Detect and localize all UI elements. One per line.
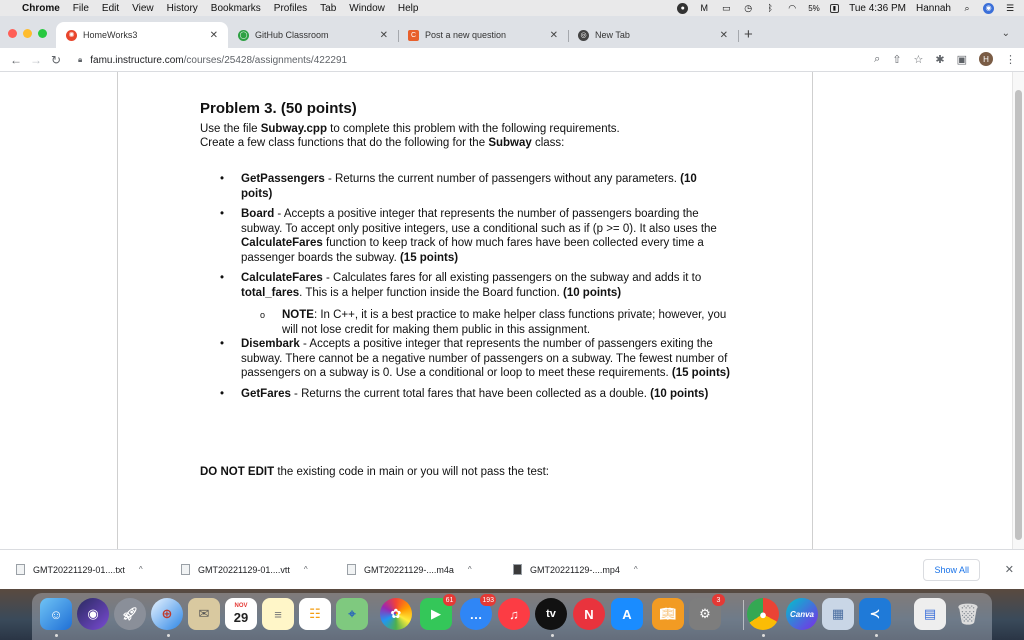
do-not-edit-notice: DO NOT EDIT the existing code in main or you will not pass the test: xyxy=(200,466,549,478)
browser-toolbar xyxy=(0,48,1024,72)
running-indicator xyxy=(762,634,765,637)
address-bar[interactable] xyxy=(78,50,988,70)
audio-file-icon xyxy=(347,564,356,575)
github-favicon-icon: ◯ xyxy=(238,30,249,41)
tab-close-icon[interactable]: ✕ xyxy=(549,29,558,41)
calendar-month: NOV xyxy=(234,603,248,609)
browser-tab-strip xyxy=(0,16,1024,48)
messages-icon[interactable]: … 193 xyxy=(460,598,492,630)
trash-icon[interactable]: 🗑︎ xyxy=(955,603,981,626)
menu-window[interactable]: Window xyxy=(349,2,385,14)
menubar-user[interactable]: Hannah xyxy=(915,2,951,14)
running-indicator xyxy=(55,634,58,637)
problem-intro-line-2: Create a few class functions that do the following for the Subway class: xyxy=(200,137,565,149)
problem-title: Problem 3. (50 points) xyxy=(200,100,357,117)
tab-title: New Tab xyxy=(595,30,630,40)
tab-close-icon[interactable]: ✕ xyxy=(209,29,218,41)
canva-label: Canva xyxy=(789,609,814,619)
bluetooth-icon[interactable]: ᛒ xyxy=(767,3,773,13)
photos-icon[interactable]: ✿ xyxy=(380,598,412,630)
calendar-icon[interactable] xyxy=(225,598,257,630)
running-indicator xyxy=(167,634,170,637)
profile-avatar[interactable]: H xyxy=(979,52,993,66)
chevron-up-icon[interactable]: ^ xyxy=(303,565,308,574)
file-icon xyxy=(16,564,25,575)
apple-tv-icon[interactable] xyxy=(535,598,567,630)
tab-title: GitHub Classroom xyxy=(255,30,329,40)
download-shelf xyxy=(0,549,1024,589)
requirements-list xyxy=(200,172,740,401)
lock-icon[interactable]: 🔒︎ xyxy=(78,55,83,64)
bookmark-star-icon[interactable]: ☆ xyxy=(913,53,924,66)
show-all-downloads-button[interactable]: Show All xyxy=(923,559,980,581)
extensions-puzzle-icon[interactable]: ✱ xyxy=(935,53,945,66)
scrollbar-thumb[interactable] xyxy=(1015,90,1022,540)
siri-icon[interactable]: ◉ xyxy=(983,3,994,14)
requirement-get-passengers: • GetPassengers - Returns the current number of passengers without any parameters. (10 poits) xyxy=(200,172,730,201)
menu-file[interactable]: File xyxy=(72,2,89,14)
music-icon[interactable]: ♫ xyxy=(498,598,530,630)
canvas-favicon-icon: ✺ xyxy=(66,30,77,41)
chevron-up-icon[interactable]: ^ xyxy=(467,565,472,574)
requirement-get-fares: • GetFares - Returns the current total fares that have been collected as a double. (10 points) xyxy=(200,387,730,402)
finder-icon[interactable]: ☺ xyxy=(40,598,72,630)
tab-github-classroom[interactable] xyxy=(228,22,398,48)
gmail-status-icon[interactable]: M xyxy=(700,3,708,13)
menu-profiles[interactable]: Profiles xyxy=(273,2,308,14)
new-tab-plus-icon[interactable]: + xyxy=(744,26,753,43)
toolbar-actions xyxy=(874,52,1016,66)
tab-new-tab[interactable] xyxy=(568,22,738,48)
books-icon[interactable]: 📖︎ xyxy=(652,598,684,630)
app-store-icon[interactable]: A xyxy=(611,598,643,630)
requirement-board: • Board - Accepts a positive integer that represents the number of passengers boarding the subway. To accept only positive integers, use a conditional such as if (p >= 0). It also uses the CalculateFares function to keep track of how much fares have been collected every time a passenger boards the subway. (15 points) xyxy=(200,207,730,265)
apple-tv-label: tv xyxy=(546,608,556,620)
download-item[interactable]: GMT20221129-....mp4 ^ xyxy=(513,564,638,575)
tab-title: Post a new question xyxy=(425,30,507,40)
canva-icon[interactable] xyxy=(786,598,818,630)
battery-icon[interactable]: ▮ xyxy=(830,4,839,13)
battery-percent: 5% xyxy=(808,3,820,13)
tab-separator xyxy=(738,30,739,42)
back-arrow-icon[interactable]: ← xyxy=(10,52,22,67)
problem-intro-line-1: Use the file Subway.cpp to complete this problem with the following requirements. xyxy=(200,123,620,135)
menu-help[interactable]: Help xyxy=(397,2,419,14)
window-minimize-button[interactable] xyxy=(23,29,32,38)
launchpad-icon[interactable]: 🚀︎ xyxy=(114,598,146,630)
macos-menu-bar xyxy=(0,0,1024,16)
maps-icon[interactable]: ⌖ xyxy=(336,598,368,630)
download-item[interactable]: GMT20221129-01....vtt ^ xyxy=(181,564,308,575)
url-path: /courses/25428/assignments/422291 xyxy=(183,54,348,66)
chrome-dock-icon[interactable]: ● xyxy=(747,598,779,630)
download-item[interactable]: GMT20221129-....m4a ^ xyxy=(347,564,472,575)
chrome-favicon-icon: ◎ xyxy=(578,30,589,41)
chegg-favicon-icon: C xyxy=(408,30,419,41)
chevron-up-icon[interactable]: ^ xyxy=(633,565,638,574)
control-center-icon[interactable]: ☰ xyxy=(1005,2,1015,13)
requirement-disembark: • Disembark - Accepts a positive integer that represents the number of passengers exiting the subway. There cannot be a negative number of passengers on a subway. The fewest number of passengers on a subway is 0. Use a conditional or loop to meet these requirements. (15 points) xyxy=(200,337,730,381)
menubar-status-area xyxy=(677,3,1016,14)
facetime-icon[interactable]: ▶ 61 xyxy=(420,598,452,630)
downloads-stack-icon[interactable]: ▤ xyxy=(914,598,946,630)
assignment-content xyxy=(200,100,740,407)
menu-history[interactable]: History xyxy=(166,2,198,14)
search-zoom-icon[interactable]: ⌕ xyxy=(874,52,881,65)
page-scrollbar[interactable] xyxy=(1012,72,1024,549)
side-panel-icon[interactable]: ▣ xyxy=(956,53,967,66)
menu-bookmarks[interactable]: Bookmarks xyxy=(210,2,261,14)
requirement-calculate-fares: • CalculateFares - Calculates fares for all existing passengers on the subway and adds it to total_fares. This is a helper function inside the Board function. (10 points) o NOTE: In C++, it is a best practice to make helper class functions private; however, you will not lose credit for making them public in this assignment. xyxy=(200,271,730,337)
window-zoom-button[interactable] xyxy=(38,29,47,38)
calendar-day: 29 xyxy=(233,610,249,625)
video-file-icon xyxy=(513,564,522,575)
menubar-clock[interactable]: Tue 4:36 PM xyxy=(849,2,906,14)
url-host: famu.instructure.com xyxy=(90,54,184,66)
siri-dock-icon[interactable]: ◉ xyxy=(77,598,109,630)
menu-app-chrome[interactable]: Chrome xyxy=(22,2,60,14)
tab-close-icon[interactable]: ✕ xyxy=(379,29,388,41)
page-viewport xyxy=(0,72,1024,549)
running-indicator xyxy=(551,634,554,637)
download-item[interactable]: GMT20221129-01....txt ^ xyxy=(16,564,143,575)
notes-icon[interactable]: ≡ xyxy=(262,598,294,630)
tab-homeworks3[interactable] xyxy=(56,22,228,48)
dock-separator xyxy=(743,600,744,630)
running-indicator xyxy=(875,634,878,637)
system-preferences-badge: 3 xyxy=(712,594,725,606)
system-preferences-icon[interactable]: ⚙ 3 xyxy=(689,598,721,630)
image-viewer-icon[interactable]: ▦ xyxy=(822,598,854,630)
wifi-icon[interactable]: ◠ xyxy=(788,2,797,13)
close-download-shelf-icon[interactable]: ✕ xyxy=(1004,564,1014,576)
news-icon[interactable]: N xyxy=(573,598,605,630)
file-icon xyxy=(181,564,190,575)
tab-close-icon[interactable]: ✕ xyxy=(719,29,728,41)
chevron-up-icon[interactable]: ^ xyxy=(138,565,143,574)
tab-search-chevron-icon[interactable]: ⌄ xyxy=(1001,28,1010,39)
screen-mirror-icon[interactable]: ▭ xyxy=(721,2,731,13)
forward-arrow-icon[interactable]: → xyxy=(30,52,42,67)
safari-icon[interactable]: ⊕ xyxy=(151,598,183,630)
time-machine-icon[interactable]: ◷ xyxy=(744,2,753,13)
menu-edit[interactable]: Edit xyxy=(101,2,120,14)
menu-tab[interactable]: Tab xyxy=(320,2,337,14)
preview-stamp-icon[interactable]: ✉ xyxy=(188,598,220,630)
facetime-badge: 61 xyxy=(443,594,456,606)
status-app-icon[interactable]: ● xyxy=(677,3,688,14)
reload-icon[interactable]: ↻ xyxy=(50,52,62,67)
reminders-icon[interactable]: ☷ xyxy=(299,598,331,630)
helper-function-note: o NOTE: In C++, it is a best practice to make helper class functions private; however, you will not lose credit for making them public in this assignment. xyxy=(200,308,730,337)
menu-view[interactable]: View xyxy=(132,2,154,14)
spotlight-search-icon[interactable]: ⌕ xyxy=(964,2,970,13)
tab-title: HomeWorks3 xyxy=(83,30,138,40)
share-icon[interactable]: ⇧ xyxy=(892,53,902,66)
window-close-button[interactable] xyxy=(8,29,17,38)
vscode-icon[interactable]: ≺ xyxy=(859,598,891,630)
chrome-menu-icon[interactable]: ⋮ xyxy=(1005,53,1016,66)
tab-post-new-question[interactable] xyxy=(398,22,568,48)
messages-badge: 193 xyxy=(480,594,496,606)
